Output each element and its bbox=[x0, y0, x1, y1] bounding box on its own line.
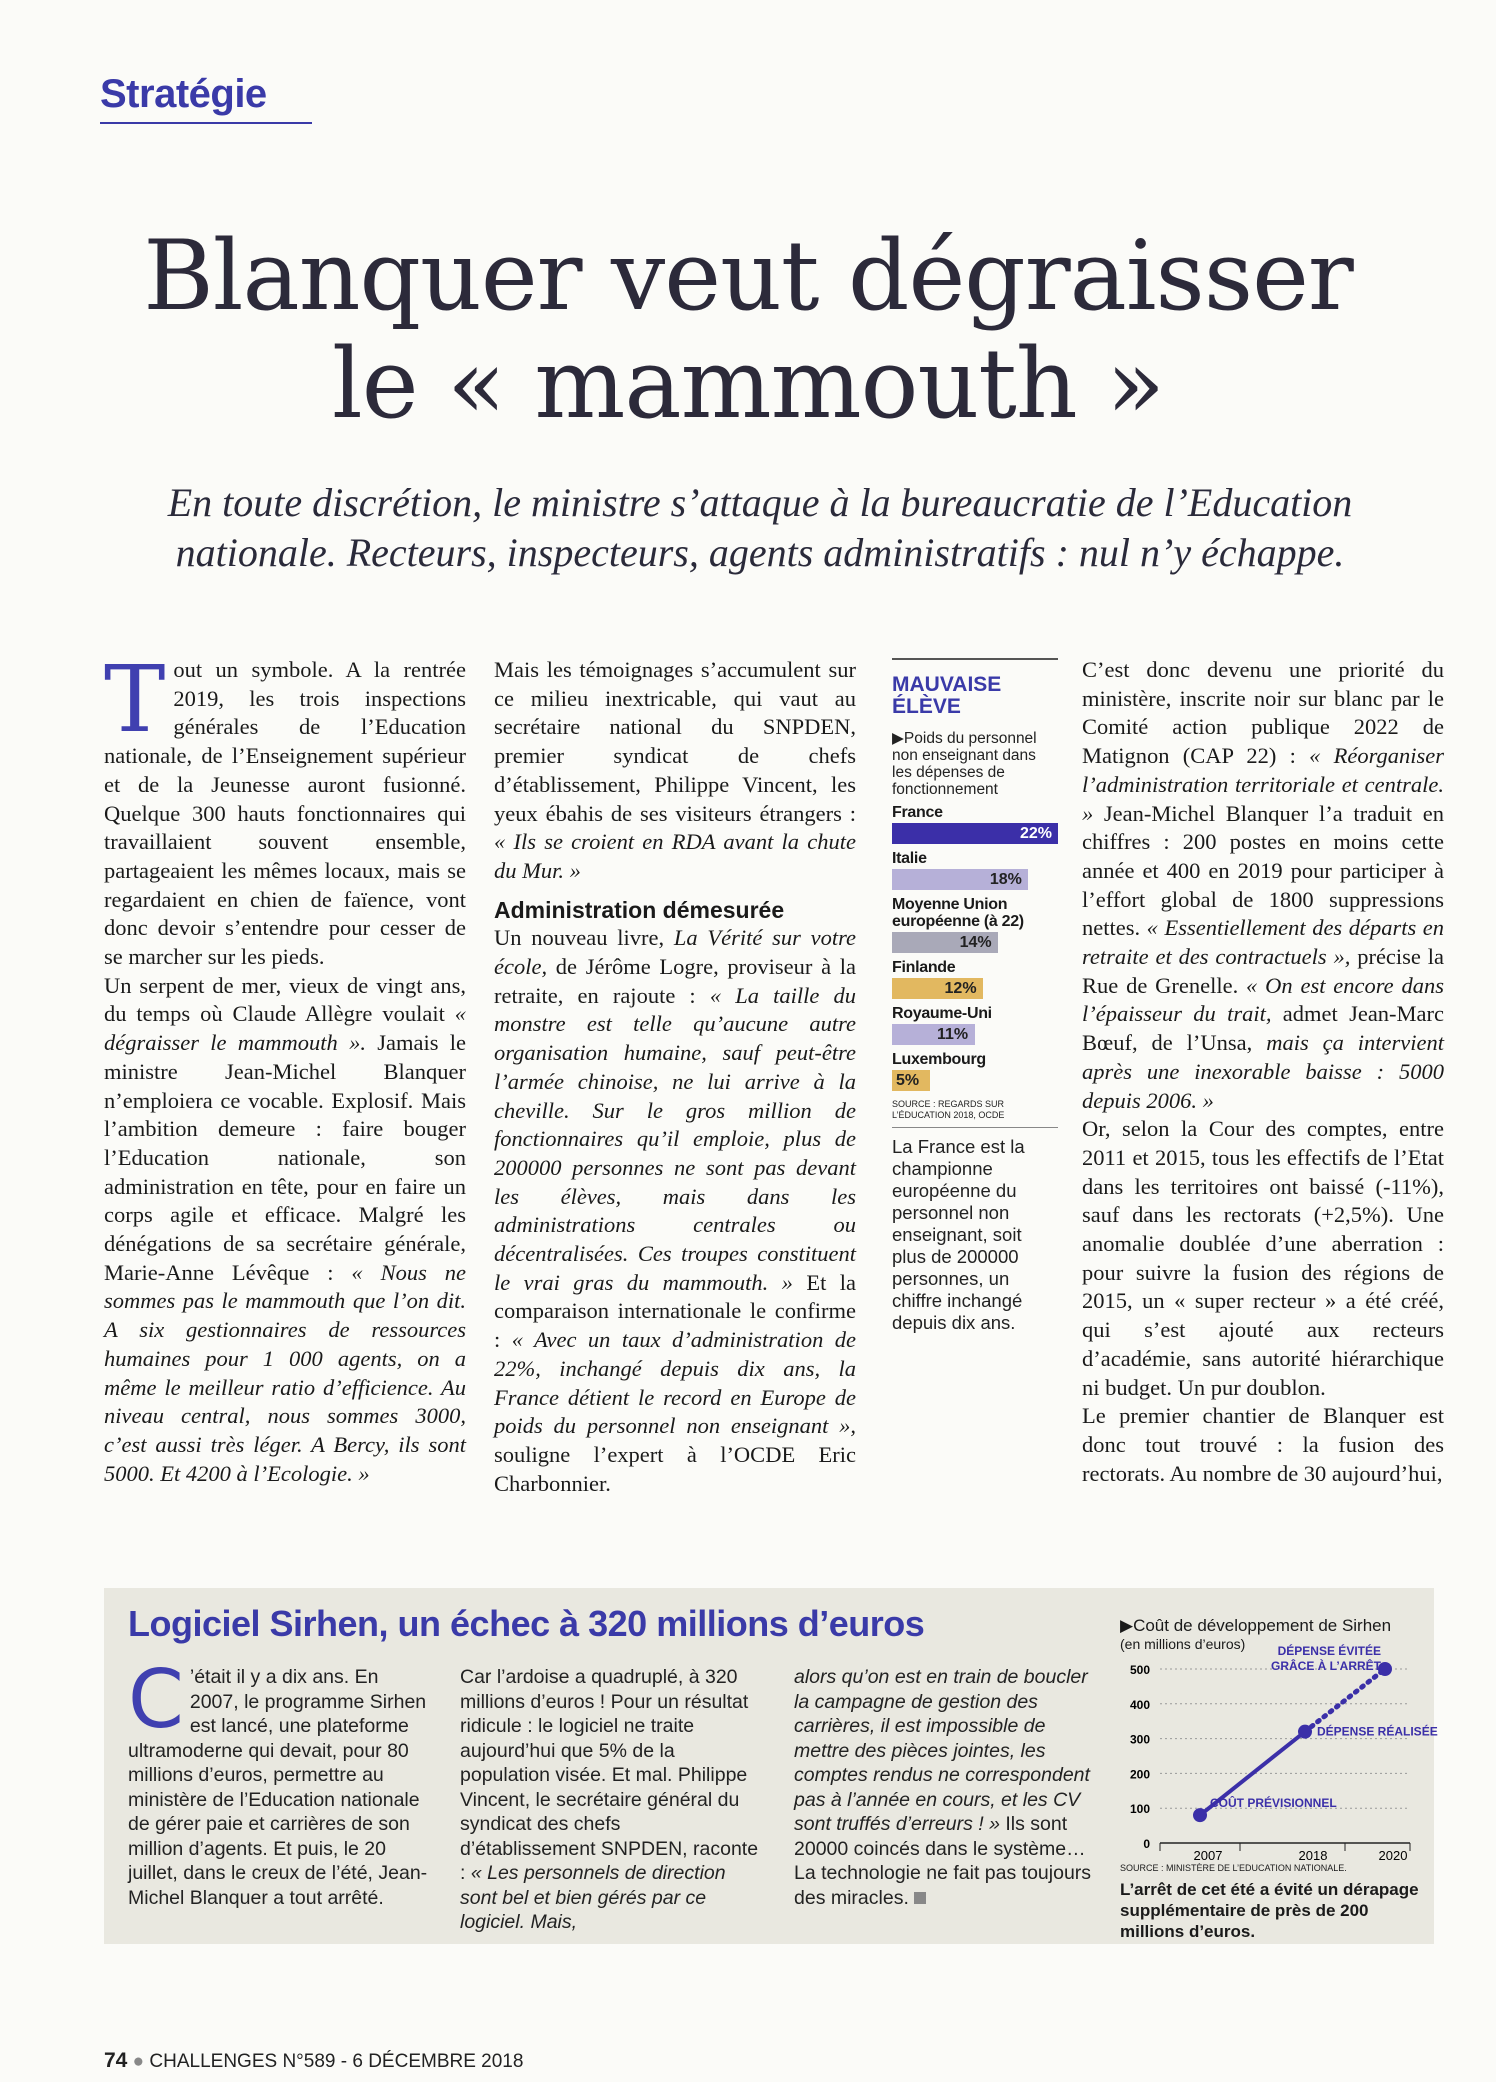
bar-value-label: 18% bbox=[989, 871, 1022, 888]
box-chart-title: ▶Coût de développement de Sirhen bbox=[1120, 1616, 1392, 1635]
box-col2-quote: « Les personnels de direction sont bel et bien gérés par ce logiciel. Mais, bbox=[460, 1862, 726, 1933]
label-avoided-2: GRÂCE À L’ARRÊT bbox=[1270, 1659, 1381, 1673]
rubric-underline bbox=[100, 122, 312, 124]
bar-label: France bbox=[892, 804, 943, 821]
box-col3-text: Ils sont 20000 coincés dans le système… La technologie ne fait pas toujours des miracles. bbox=[794, 1813, 1092, 1909]
col4-text: Jean-Michel Blanquer l’a traduit en chiffres : 200 postes en moins cette année et 400 en 2019 pour participer à l’effort global de 1800 suppressions nettes. bbox=[1082, 800, 1444, 941]
drop-cap: T bbox=[104, 646, 166, 753]
col4-quote: « Essentiellement des départs en retraite et des contractuels », bbox=[1082, 915, 1445, 970]
col2-text: Mais les témoignages s’accumulent sur ce milieu inextricable, qui vaut au secrétaire national du SNPDEN, premier syndicat de chefs d’établissement, Philippe Vincent, les yeux ébahis de ses visiteurs étrangers : bbox=[494, 657, 856, 826]
bar-track bbox=[892, 978, 1058, 999]
col4-paragraph-3: Le premier chantier de Blanquer est donc tout trouvé : la fusion des rectorats. Au nombre de 30 aujourd’hui, bbox=[1082, 1403, 1444, 1486]
x-tick-label: 2020 bbox=[1378, 1848, 1408, 1863]
col2-text: de Jérôme Logre, proviseur à la retraite, en rajoute : bbox=[494, 954, 857, 1008]
sidebar-description: ▶Poids du personnel non enseignant dans les dépenses de fonctionnement bbox=[892, 730, 1037, 798]
col1-quote: « Nous ne sommes pas le mammouth que l’on dit. A six gestionnaires de ressources humaines pour 1 000 agents, on a même le meilleur ratio d’efficience. Au niveau central, nous sommes 3000, c’est aussi très léger. A Bercy, ils sont 5000. Et 4200 à l’Ecologie. » bbox=[104, 1259, 467, 1486]
bar-label: Finlande bbox=[892, 959, 956, 976]
bar-track bbox=[892, 932, 1058, 953]
col1-quote: « dégraisser le mammouth ». bbox=[104, 1001, 467, 1056]
col4-text: précise la Rue de Grenelle. bbox=[1082, 944, 1444, 998]
bullet-separator: ● bbox=[132, 2051, 145, 2072]
data-point bbox=[1298, 1725, 1312, 1739]
sidebar-divider bbox=[892, 1127, 1058, 1128]
headline bbox=[60, 222, 1436, 438]
page-footer bbox=[104, 2049, 523, 2073]
bar-label: Royaume-Uni bbox=[892, 1005, 992, 1022]
sidebar-caption: La France est la championne européenne du personnel non enseignant, soit plus de 200000 personnes, un chiffre inchangé depuis dix ans. bbox=[892, 1136, 1025, 1333]
series-line-avoided bbox=[1305, 1669, 1385, 1732]
bar-value-label: 12% bbox=[944, 980, 977, 997]
box-col2-text: Car l’ardoise a quadruplé, à 320 millions d’euros ! Pour un résultat ridicule : le logiciel ne traite aujourd’hui que 5% de la population visée. Et mal. Philippe Vincent, le secrétaire général du syndicat des chefs d’établissement SNPDEN, raconte : bbox=[460, 1666, 759, 1884]
headline-line-1: Blanquer veut dégraisser bbox=[143, 220, 1353, 332]
col2-quote: « La taille du monstre est telle qu’aucune autre organisation humaine, sauf peut-être l’armée chinoise, ne lui arrive à la cheville. Sur le gros million de fonctionnaires qu’il emploie, plus de 200000 personnes ne sont pas devant les élèves, mais dans les administrations centrales ou décentralisées. Ces troupes constituent le vrai gras du mammouth. » bbox=[494, 982, 857, 1295]
bar-value-label: 22% bbox=[1020, 825, 1053, 842]
bar-value-label: 5% bbox=[896, 1072, 920, 1089]
subheading: Administration démesurée bbox=[494, 896, 785, 923]
bar-track bbox=[892, 1024, 1058, 1045]
col1-paragraph-1: out un symbole. A la rentrée 2019, les trois inspections générales de l’Education nationale, de l’Enseignement supérieur et de la Jeunesse auront fusionné. Quelque 300 hauts fonctionnaires qui travaillaient souvent ensemble, partageaient les mêmes locaux, mais se regardaient en chien de faïence, vont donc devoir s’entendre pour cesser de se marcher sur les pieds. bbox=[104, 657, 466, 970]
box-column-1 bbox=[128, 1653, 428, 1910]
x-tick-label: 2018 bbox=[1298, 1848, 1328, 1863]
col1-text: Un serpent de mer, vieux de vingt ans, du temps où Claude Allègre voulait bbox=[104, 972, 466, 1027]
bar-track bbox=[892, 823, 1058, 844]
headline-line-2: le « mammouth » bbox=[332, 328, 1164, 440]
bar-label: Luxembourg bbox=[892, 1051, 986, 1068]
bar-track bbox=[892, 869, 1058, 890]
col2-text: Un nouveau livre, bbox=[494, 925, 665, 951]
box-drop-cap: C bbox=[128, 1653, 184, 1746]
y-tick-label: 400 bbox=[1129, 1697, 1150, 1712]
box-column-3 bbox=[794, 1665, 1094, 1910]
box-chart-caption: L’arrêt de cet été a évité un dérapage supplémentaire de près de 200 millions d’euros. bbox=[1120, 1880, 1419, 1941]
bar-value-label: 14% bbox=[959, 934, 992, 951]
bar-value-label: 11% bbox=[937, 1026, 969, 1043]
col4-text: admet Jean-Marc Bœuf, de l’Unsa, bbox=[1082, 1001, 1445, 1056]
col2-quote: « Ils se croient en RDA avant la chute du Mur. » bbox=[494, 829, 856, 883]
bar-track bbox=[892, 1070, 1058, 1091]
box-column-2 bbox=[460, 1665, 760, 1935]
y-tick-label: 300 bbox=[1129, 1732, 1150, 1747]
y-tick-label: 0 bbox=[1143, 1837, 1150, 1851]
rubric: Stratégie bbox=[100, 72, 267, 116]
label-avoided-1: DÉPENSE ÉVITÉE bbox=[1277, 1644, 1381, 1658]
box-chart-source: SOURCE : MINISTÈRE DE L’EDUCATION NATIONALE. bbox=[1120, 1863, 1347, 1873]
label-start: COÛT PRÉVISIONNEL bbox=[1210, 1796, 1337, 1811]
col2-quote: « Avec un taux d’administration de 22%, inchangé depuis dix ans, la France détient le record en Europe de poids du personnel non enseignant », bbox=[494, 1327, 856, 1439]
y-tick-label: 200 bbox=[1129, 1767, 1150, 1782]
chart-source: SOURCE : REGARDS SUR L’ÉDUCATION 2018, OCDE bbox=[892, 1099, 1005, 1120]
box-col3-quote: alors qu’on est en train de boucler la campagne de gestion des carrières, il est impossible de mettre des pièces jointes, les comptes rendus ne correspondent pas à l’année en cours, et les CV sont truffés d’erreurs ! » bbox=[794, 1666, 1090, 1835]
col1-text: Jamais le ministre Jean-Michel Blanquer n’emploiera ce vocable. Explosif. Mais l’ambition demeure : faire bouger l’Education nationale, son administration en tête, pour en faire un corps agile et efficace. Malgré les dénégations de sa secrétaire générale, Marie-Anne Lévêque : bbox=[104, 1030, 466, 1285]
page-number: 74 bbox=[104, 2049, 128, 2072]
standfirst: En toute discrétion, le ministre s’attaque à la bureaucratie de l’Education nationale. Recteurs, inspecteurs, agents administratifs : nul n’y échappe. bbox=[167, 480, 1353, 575]
bar-chart bbox=[892, 804, 1058, 1091]
box-chart-subtitle: (en millions d’euros) bbox=[1120, 1636, 1246, 1652]
article-column-1 bbox=[104, 646, 467, 1488]
col4-text: C’est donc devenu une priorité du ministère, inscrite noir sur blanc par le Comité action publique 2022 de Matignon (CAP 22) : bbox=[1082, 657, 1444, 769]
y-tick-label: 500 bbox=[1129, 1663, 1150, 1677]
col2-text: Et la comparaison internationale le confirme : bbox=[494, 1269, 857, 1353]
issue-info: CHALLENGES N°589 - 6 DÉCEMBRE 2018 bbox=[149, 2051, 524, 2072]
article-column-2 bbox=[494, 656, 856, 1498]
sidebar-title: MAUVAISE ÉLÈVE bbox=[892, 673, 1002, 718]
sidebar-chart bbox=[892, 658, 1058, 1334]
label-realised: DÉPENSE RÉALISÉE bbox=[1317, 1724, 1438, 1739]
col2-text: souligne l’expert à l’OCDE Eric Charbonnier. bbox=[494, 1441, 856, 1496]
box-title: Logiciel Sirhen, un échec à 320 millions d’euros bbox=[128, 1603, 925, 1644]
box-col1-text: ’était il y a dix ans. En 2007, le programme Sirhen est lancé, une plateforme ultramoderne qui devait, pour 80 millions d’euros, permettre au ministère de l’Education nationale de gérer paie et carrières de son million d’agents. Et puis, le 20 juillet, dans le creux de l’été, Jean-Michel Blanquer a tout arrêté. bbox=[128, 1666, 428, 1909]
sidebar-rule bbox=[892, 658, 1058, 660]
col4-quote: « Réorganiser l’administration territoriale et centrale. » bbox=[1082, 743, 1444, 826]
article-column-4 bbox=[1082, 656, 1444, 1488]
bar-label: Italie bbox=[892, 850, 927, 867]
col4-quote: « On est encore dans l’épaisseur du trait, bbox=[1082, 972, 1444, 1027]
x-tick-label: 2007 bbox=[1193, 1848, 1223, 1863]
book-title: La Vérité sur votre école, bbox=[494, 925, 856, 980]
y-tick-label: 100 bbox=[1129, 1802, 1150, 1817]
col4-paragraph-2: Or, selon la Cour des comptes, entre 2011 et 2015, tous les effectifs de l’Etat dans les territoires ont baissé (-11%), sauf dans les rectorats (+2,5%). Une anomalie doublée d’une aberration : pour suivre la fusion des régions de 2015, un « super recteur » a été créé, qui s’est ajouté aux recteurs d’académie, sans autorité hiérarchique ni budget. Un pur doublon. bbox=[1082, 1116, 1444, 1400]
bar-label: Moyenne Union européenne (à 22) bbox=[892, 896, 1024, 930]
box-line-chart bbox=[1120, 1616, 1438, 1942]
col4-quote: mais ça intervient après une inexorable baisse : 5000 depuis 2006. » bbox=[1082, 1030, 1445, 1113]
end-mark bbox=[914, 1892, 926, 1904]
data-point bbox=[1193, 1808, 1207, 1822]
